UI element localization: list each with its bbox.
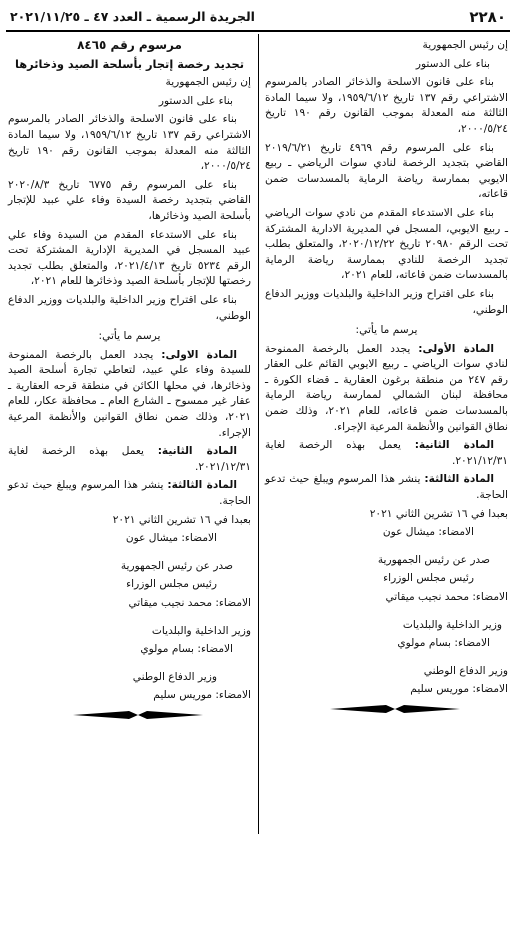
intro-constitution: بناء على الدستور [158, 94, 233, 107]
article-3-text: ينشر هذا المرسوم ويبلغ حيث تدعو الحاجة. [8, 479, 251, 508]
intro-constitution: بناء على الدستور [415, 57, 490, 70]
right-column [265, 38, 508, 718]
preamble-paragraph: بناء على قانون الاسلحة والذخائر الصادر بالمرسوم الاشتراعي رقم ١٣٧ تاريخ ١٩٥٩/٦/١٢، ولا سيما المادة الثالثة منه المعدلة بموجب القانون رقم ١٩٠ تاريخ ٢٠٠٠/٥/٢٤، [265, 76, 508, 135]
preamble-paragraph: بناء على قانون الاسلحة والذخائر الصادر بالمرسوم الاشتراعي رقم ١٣٧ تاريخ ١٩٥٩/٦/١٢، ولا سيما المادة الثالثة منه المعدلة بموجب القانون رقم ١٩٠ تاريخ ٢٠٠٠/٥/٢٤، [8, 113, 251, 173]
issued-by: صدر عن رئيس الجمهورية [377, 553, 490, 566]
end-ornament [8, 710, 251, 724]
signature-defense: الامضاء: موريس سليم [410, 683, 508, 696]
interior-minister-title: وزير الداخلية والبلديات [402, 618, 502, 631]
preamble-paragraph: بناء على اقتراح وزير الداخلية والبلديات ووزير الدفاع الوطني، [8, 293, 251, 322]
page-number: ٢٢٨٠ [469, 8, 506, 26]
article-2 [8, 444, 251, 475]
signing-date: بعبدا في ١٦ تشرين الثاني ٢٠٢١ [112, 513, 251, 526]
intro-president: إن رئيس الجمهورية [422, 39, 508, 51]
signature-defense: الامضاء: موريس سليم [153, 689, 251, 702]
intro-president: إن رئيس الجمهورية [165, 76, 251, 89]
decree-title: مرسوم رقم ٨٤٦٥ [77, 38, 182, 52]
article-1 [265, 342, 508, 436]
signature-pm: الامضاء: محمد نجيب ميقاتي [385, 591, 508, 603]
article-1 [8, 348, 251, 442]
end-ornament-icon [330, 704, 460, 714]
article-2 [265, 438, 508, 469]
signature-president: الامضاء: ميشال عون [382, 526, 474, 539]
preamble-paragraph: بناء على المرسوم رقم ٦٧٧٥ تاريخ ٢٠٢٠/٨/٣ القاضي بتجديد رخصة السيدة وفاء علي عبيد للإتجار بأسلحة الصيد وذخائرها، [8, 178, 251, 222]
decrees-heading: يرسم ما يأتي: [355, 324, 418, 337]
article-2-label: المادة الثانية: [414, 439, 494, 452]
page-header [6, 6, 510, 28]
pm-title: رئيس مجلس الوزراء [126, 578, 217, 591]
article-2-text: يعمل بهذه الرخصة لغاية ٢٠٢١/١٢/٣١. [265, 439, 508, 467]
issued-by: صدر عن رئيس الجمهورية [120, 559, 233, 572]
decrees-heading: يرسم ما يأتي: [98, 330, 161, 343]
article-1-text: يجدد العمل بالرخصة الممنوحة للسيدة وفاء علي عبيد، لتعاطي تجارة أسلحة الصيد وذخائرها، في محلها الكائن في منطقة قرحه العقارية ـ عقار غير ممسوح ـ الشارع العام ـ محافظة عكار، للعام ٢٠٢١، وذلك ضمن نطاق القوانين والأنظمة المرعية الإجراء. [8, 348, 251, 439]
article-2-text: يعمل بهذه الرخصة لغاية ٢٠٢١/١٢/٣١. [8, 445, 251, 473]
left-column [8, 38, 251, 724]
signature-president: الامضاء: ميشال عون [125, 532, 217, 545]
preamble-paragraph: بناء على المرسوم رقم ٤٩٦٩ تاريخ ٢٠١٩/٦/٢١ القاضي بتجديد الرخصة لنادي سوات الرياضي ـ ربيع الايوبي بممارسة رياضة الرماية بالمسدسات ضمن قاعاته، [265, 141, 508, 201]
article-1-label: المادة الاولى: [161, 348, 237, 361]
signing-date: بعبدا في ١٦ تشرين الثاني ٢٠٢١ [369, 507, 508, 520]
article-3-label: المادة الثالثة: [424, 473, 494, 486]
preamble-paragraph: بناء على الاستدعاء المقدم من السيدة وفاء علي عبيد المسجل في المديرية الإدارية المشتركة تحت الرقم ٥٢٣٤ تاريخ ٢٠٢١/٤/١٣، والمتعلق بطلب تجديد رخصتها للإتجار بأسلحة الصيد وذخائرها للعام ٢٠٢١، [8, 228, 251, 288]
end-ornament-icon [73, 710, 203, 720]
preamble [8, 112, 251, 324]
defense-minister-title: وزير الدفاع الوطني [423, 664, 508, 677]
end-ornament [265, 704, 508, 718]
signature-pm: الامضاء: محمد نجيب ميقاتي [128, 597, 251, 609]
signature-interior: الامضاء: بسام مولوي [140, 643, 233, 656]
article-2-label: المادة الثانية: [157, 445, 237, 458]
preamble [265, 75, 508, 318]
preamble-paragraph: بناء على اقتراح وزير الداخلية والبلديات ووزير الدفاع الوطني، [265, 287, 508, 316]
preamble-paragraph: بناء على الاستدعاء المقدم من نادي سوات الرياضي ـ ربيع الايوبي، المسجل في المديرية الادارية المشتركة تحت الرقم ٢٠٩٨٠ تاريخ ٢٠٢٠/١٢/٢٢، والمتعلق بطلب تجديد الرخصة للنادي بممارسة رياضة الرماية بالمسدسات ضمن قاعاته، للعام ٢٠٢١، [265, 206, 508, 282]
article-3 [8, 478, 251, 509]
column-divider [258, 34, 259, 834]
article-1-label: المادة الأولى: [418, 342, 494, 355]
signature-interior: الامضاء: بسام مولوي [397, 637, 490, 650]
article-1-text: يجدد العمل بالرخصة الممنوحة لنادي سوات الرياضي ـ ربيع الايوبي القائم على العقار رقم ٢٤٧ من منطقة برغون العقارية ـ قضاء الكورة ـ محافظة لبنان الشمالي لممارسة رياضة الرماية بالمسدسات ضمن قاعاته، للعام ٢٠٢١، وذلك ضمن نطاق القوانين والأنظمة المرعية الإجراء. [265, 342, 509, 433]
pm-title: رئيس مجلس الوزراء [383, 572, 474, 585]
decree-subtitle: تجديد رخصة إتجار بأسلحة الصيد وذخائرها [15, 56, 244, 71]
article-3 [265, 472, 508, 503]
issue-info: الجريدة الرسمية ـ العدد ٤٧ ـ ٢٠٢١/١١/٢٥ [10, 9, 255, 24]
header-divider [6, 30, 510, 32]
article-3-text: ينشر هذا المرسوم ويبلغ حيث تدعو الحاجة. [265, 473, 508, 502]
interior-minister-title: وزير الداخلية والبلديات [151, 624, 251, 637]
article-3-label: المادة الثالثة: [167, 479, 237, 492]
defense-minister-title: وزير الدفاع الوطني [132, 670, 217, 683]
